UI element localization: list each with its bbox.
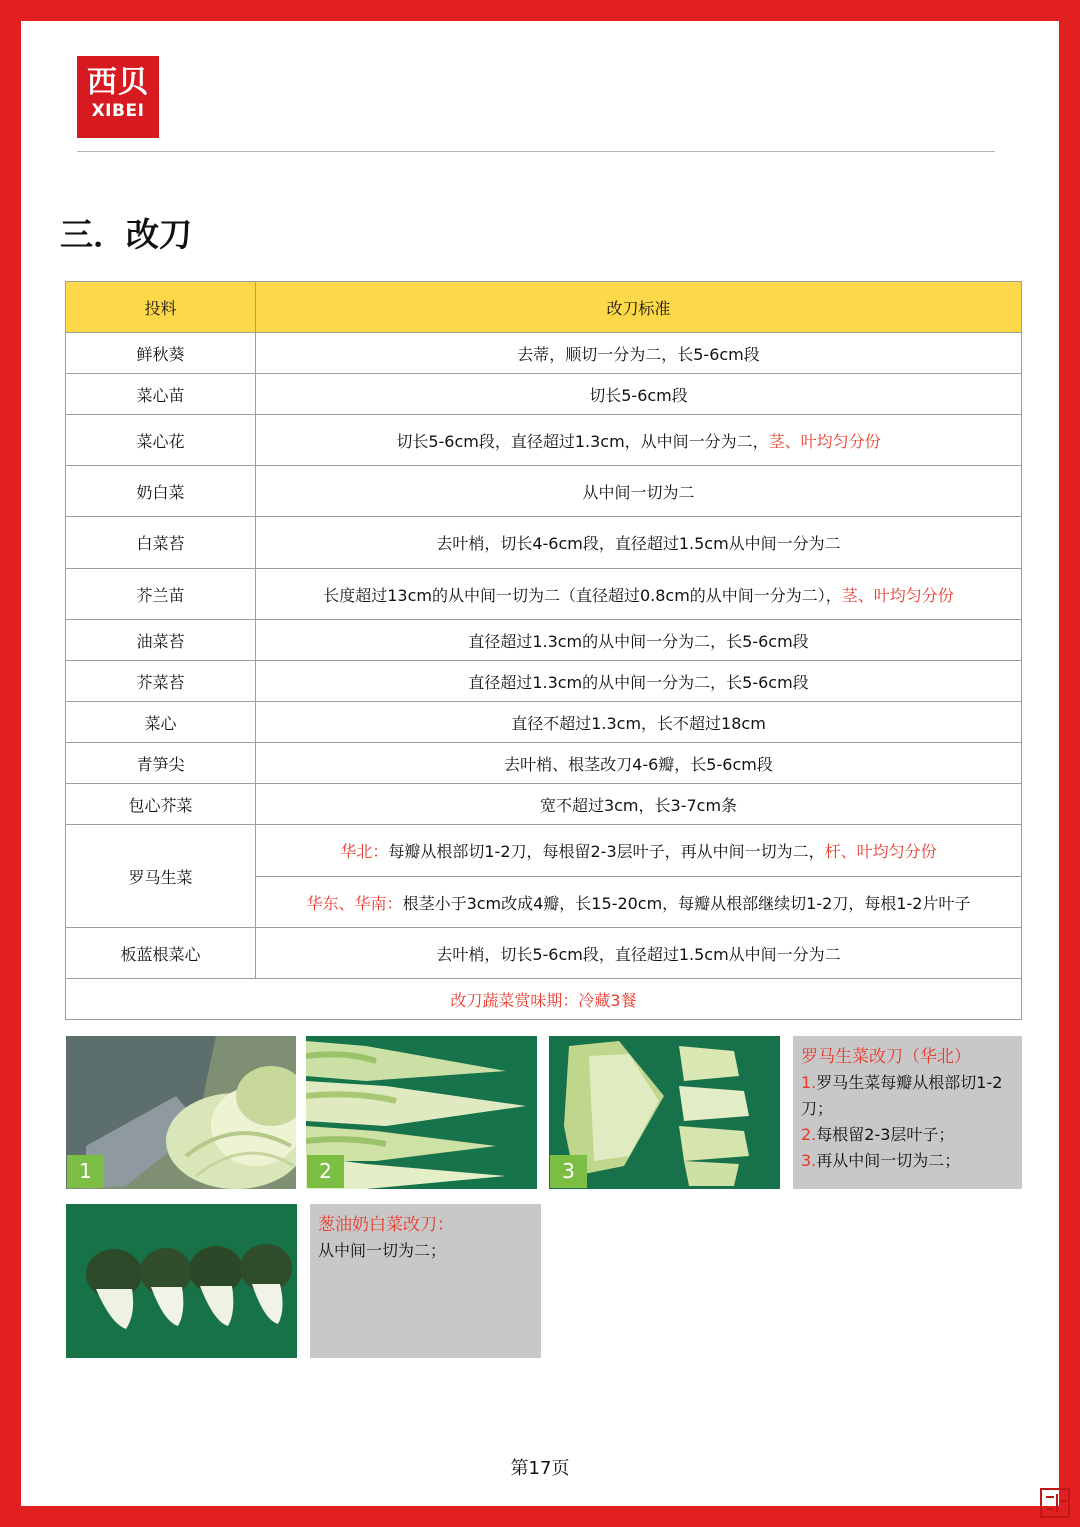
ingredient-name: 板蓝根菜心 xyxy=(66,928,256,979)
table-row xyxy=(66,928,1022,979)
cutting-standard: 华北：每瓣从根部切1-2刀，每根留2-3层叶子，再从中间一切为二，杆、叶均匀分份 xyxy=(256,825,1022,877)
region-label: 华东、华南： xyxy=(306,893,403,913)
romaine-note xyxy=(793,1036,1022,1189)
bok-choy-note xyxy=(310,1204,541,1358)
photo-number: 1 xyxy=(67,1155,104,1188)
ingredient-name: 芥兰苗 xyxy=(66,569,256,620)
bok-choy-halved-icon xyxy=(66,1204,297,1358)
note-text: 从中间一切为二； xyxy=(318,1241,447,1260)
cutting-standard: 直径超过1.3cm的从中间一分为二，长5-6cm段 xyxy=(256,661,1022,702)
page-number: 第17页 xyxy=(510,1458,570,1479)
table-row xyxy=(66,620,1022,661)
cutting-standard: 切长5-6cm段 xyxy=(256,374,1022,415)
table-row xyxy=(66,333,1022,374)
cutting-standard: 长度超过13cm的从中间一切为二（直径超过0.8cm的从中间一分为二），茎、叶均匀分份 xyxy=(256,569,1022,620)
table-row xyxy=(66,374,1022,415)
highlight-text: 杆、叶均匀分份 xyxy=(824,842,937,861)
cutting-standard: 去叶梢、根茎改刀4-6瓣，长5-6cm段 xyxy=(256,743,1022,784)
bok-choy-halved-photo xyxy=(66,1204,297,1358)
ingredient-name: 白菜苔 xyxy=(66,517,256,569)
table-row xyxy=(66,569,1022,620)
cutting-standard: 直径超过1.3cm的从中间一分为二，长5-6cm段 xyxy=(256,620,1022,661)
note-step: 2.每根留2-3层叶子； xyxy=(801,1125,955,1144)
ingredient-name: 罗马生菜 xyxy=(66,825,256,928)
table-footer-row xyxy=(66,979,1022,1020)
header-ingredient: 投料 xyxy=(66,282,256,333)
note-step: 3.再从中间一切为二； xyxy=(801,1151,961,1170)
logo-chinese: 西贝 xyxy=(87,65,149,100)
highlight-text: 茎、叶均匀分份 xyxy=(841,585,954,605)
cutting-standard: 去叶梢，切长5-6cm段，直径超过1.5cm从中间一分为二 xyxy=(256,928,1022,979)
highlight-text: 茎、叶均匀分份 xyxy=(768,431,881,451)
note-title: 罗马生菜改刀（华北） xyxy=(801,1047,971,1067)
ingredient-name: 奶白菜 xyxy=(66,466,256,517)
note-step: 1.罗马生菜每瓣从根部切1-2刀； xyxy=(801,1073,1003,1118)
table-row xyxy=(66,466,1022,517)
ingredient-name: 油菜苔 xyxy=(66,620,256,661)
ingredient-name: 芥菜苔 xyxy=(66,661,256,702)
header-divider xyxy=(77,151,995,152)
ingredient-name: 鲜秋葵 xyxy=(66,333,256,374)
table-row xyxy=(66,784,1022,825)
ingredient-name: 菜心花 xyxy=(66,415,256,466)
romaine-cut-photo xyxy=(66,1036,296,1189)
romaine-halved-photo xyxy=(549,1036,780,1189)
cutting-standard: 去叶梢，切长4-6cm段，直径超过1.5cm从中间一分为二 xyxy=(256,517,1022,569)
ingredient-name: 青笋尖 xyxy=(66,743,256,784)
ingredient-name: 菜心 xyxy=(66,702,256,743)
ingredient-name: 菜心苗 xyxy=(66,374,256,415)
cutting-standard: 宽不超过3cm，长3-7cm条 xyxy=(256,784,1022,825)
table-row xyxy=(66,517,1022,569)
shelf-life-note: 改刀蔬菜赏味期：冷藏3餐 xyxy=(66,979,1022,1020)
photo-number: 3 xyxy=(550,1155,587,1188)
table-header-row xyxy=(66,282,1022,333)
cutting-standards-table xyxy=(65,281,1022,1020)
ingredient-name: 包心芥菜 xyxy=(66,784,256,825)
seal-stamp-icon xyxy=(1040,1488,1070,1518)
cutting-standard: 从中间一切为二 xyxy=(256,466,1022,517)
table-row xyxy=(66,702,1022,743)
photo-number: 2 xyxy=(307,1155,344,1188)
table-row-romaine-north xyxy=(66,825,1022,877)
cutting-standard: 切长5-6cm段，直径超过1.3cm，从中间一分为二，茎、叶均匀分份 xyxy=(256,415,1022,466)
section-title: 三．改刀 xyxy=(60,215,192,254)
table-row xyxy=(66,743,1022,784)
region-label: 华北： xyxy=(340,842,389,861)
note-title: 葱油奶白菜改刀： xyxy=(318,1215,454,1235)
table-row xyxy=(66,415,1022,466)
table-row xyxy=(66,661,1022,702)
header-standard: 改刀标准 xyxy=(256,282,1022,333)
cutting-standard: 直径不超过1.3cm，长不超过18cm xyxy=(256,702,1022,743)
logo-english: XIBEI xyxy=(91,101,145,121)
cutting-standard: 去蒂，顺切一分为二，长5-6cm段 xyxy=(256,333,1022,374)
romaine-wedges-photo xyxy=(306,1036,537,1189)
cutting-standard: 华东、华南：根茎小于3cm改成4瓣，长15-20cm，每瓣从根部继续切1-2刀，每根1-2片叶子 xyxy=(256,877,1022,928)
xibei-logo xyxy=(77,56,159,138)
